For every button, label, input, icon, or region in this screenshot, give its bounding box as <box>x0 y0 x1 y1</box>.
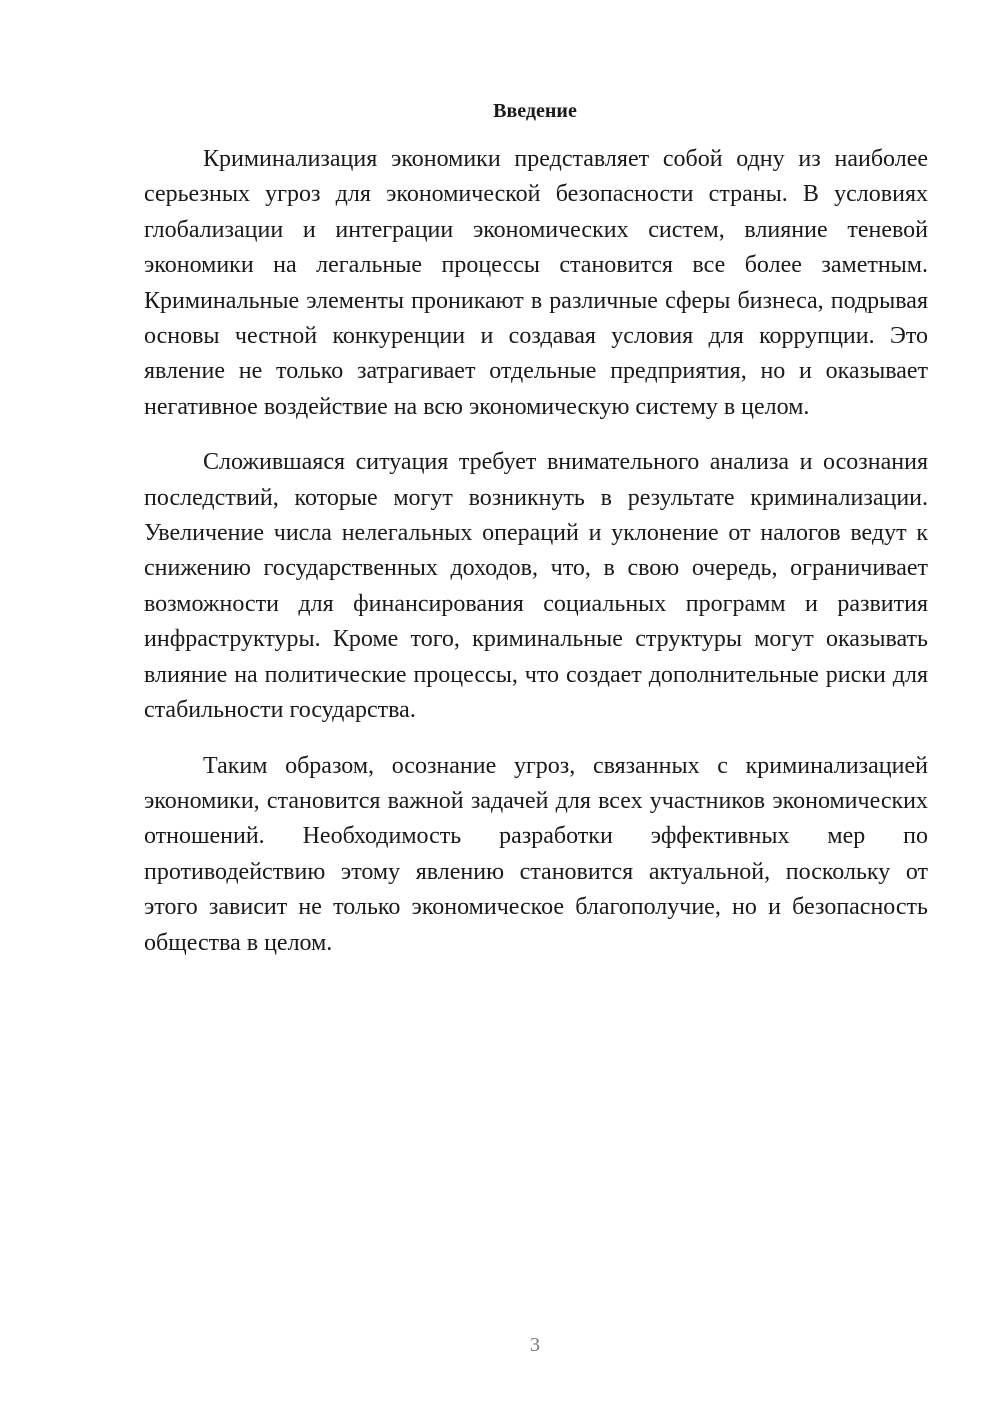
section-title: Введение <box>493 100 577 122</box>
paragraph-3: Таким образом, осознание угроз, связанных с криминализацией экономики, становится важной задачей для всех участников экономических отношений. Необходимость разработки эффективных мер по противодействию этому явлению становится актуальной, поскольку от этого зависит не только экономическое благополучие, но и безопасность общества в целом. <box>144 752 928 956</box>
paragraph-1: Криминализация экономики представляет собой одну из наиболее серьезных угроз для экономической безопасности страны. В условиях глобализации и интеграции экономических систем, влияние теневой экономики на легальные процессы становится все более заметным. Криминальные элементы проникают в различные сферы бизнеса, подрывая основы честной конкуренции и создавая условия для коррупции. Это явление не только затрагивает отдельные предприятия, но и оказывает негативное воздействие на всю экономическую систему в целом. <box>144 146 928 420</box>
document-body <box>144 142 928 981</box>
page-number: 3 <box>530 1334 540 1356</box>
paragraph-2: Сложившаяся ситуация требует внимательного анализа и осознания последствий, которые могут возникнуть в результате криминализации. Увеличение числа нелегальных операций и уклонение от налогов ведут к снижению государственных доходов, что, в свою очередь, ограничивает возможности для финансирования социальных программ и развития инфраструктуры. Кроме того, криминальные структуры могут оказывать влияние на политические процессы, что создает дополнительные риски для стабильности государства. <box>144 449 928 724</box>
